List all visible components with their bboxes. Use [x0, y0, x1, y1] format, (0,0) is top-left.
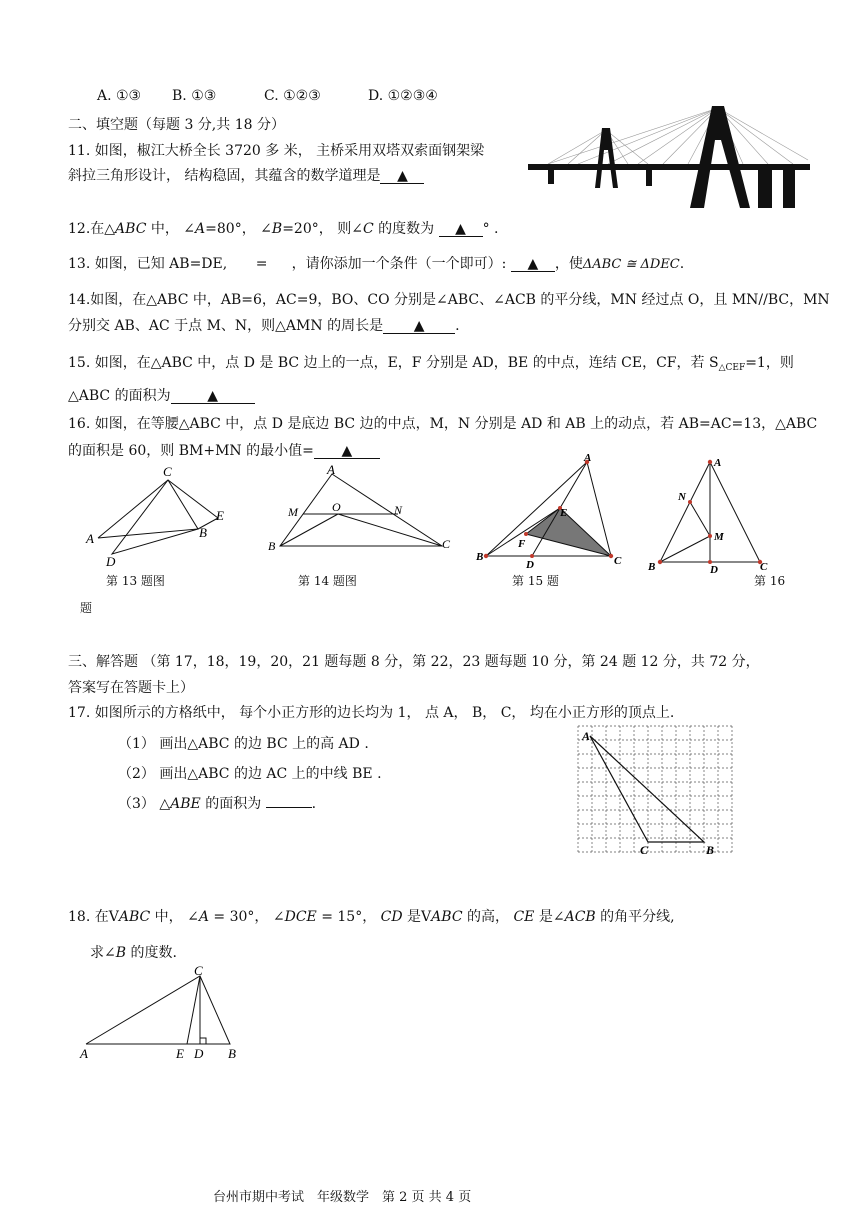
- bridge-image: [528, 100, 810, 212]
- fig16-label-b: B: [648, 561, 656, 573]
- option-b: B. ①③: [172, 88, 217, 104]
- q17-grid: [576, 724, 736, 860]
- fig13-label-d: D: [106, 554, 116, 569]
- q18-line1: 18. 在VABC 中， ∠A = 30°， ∠DCE = 15°， CD 是VABC 的高， CE 是∠ACB 的角平分线,: [68, 909, 675, 925]
- fig14-label-a: A: [327, 462, 335, 477]
- grid-label-c: C: [640, 843, 649, 857]
- fig15-label-c: C: [614, 555, 622, 567]
- option-c: C. ①②③: [264, 88, 321, 104]
- option-a: A. ①③: [97, 88, 142, 104]
- fig14-label-o: O: [332, 500, 341, 514]
- q18-label-c: C: [194, 963, 203, 978]
- caption-14: 第 14 题图: [298, 574, 357, 588]
- grid-label-b: B: [706, 843, 715, 857]
- section3-line2: 答案写在答题卡上）: [68, 680, 194, 696]
- fig15-label-b: B: [476, 551, 484, 563]
- q13: 13. 如图，已知 AB=DE, = ，请你添加一个条件（一个即可）: ▲ ，使ΔABC ≅ ΔDEC.: [68, 256, 685, 272]
- fig16-label-m: M: [714, 531, 724, 543]
- option-d: D. ①②③④: [368, 88, 438, 104]
- q18-label-a: A: [80, 1046, 88, 1061]
- fig14-label-m: M: [288, 505, 298, 519]
- fig16-label-n: N: [678, 491, 686, 503]
- q16-line2: 的面积是 60，则 BM+MN 的最小值= ▲: [68, 440, 380, 460]
- fig16-label-c: C: [760, 561, 768, 573]
- q11-line1: 11. 如图，椒江大桥全长 3720 多 米， 主桥采用双塔双索面钢架梁: [68, 143, 485, 159]
- q18-label-d: D: [194, 1046, 204, 1061]
- q17-line1: 17. 如图所示的方格纸中， 每个小正方形的边长均为 1， 点 A， B， C， 均在小正方形的顶点上.: [68, 705, 675, 721]
- section3-line1: 三、解答题 （第 17，18，19，20，21 题每题 8 分，第 22，23 题每题 10 分，第 24 题 12 分，共 72 分，: [68, 654, 760, 670]
- fig13-label-c: C: [163, 464, 172, 479]
- q14-line2: 分别交 AB、AC 于点 M、N，则△AMN 的周长是 ▲ .: [68, 318, 460, 334]
- q17-part2: （2） 画出△ABC 的边 AC 上的中线 BE .: [118, 766, 382, 782]
- caption-13: 第 13 题图: [106, 574, 165, 588]
- fig15-label-a: A: [584, 452, 592, 464]
- figure-15: [474, 452, 634, 570]
- q15-line2: △ABC 的面积为 ▲: [68, 385, 255, 405]
- caption-16: 第 16: [754, 574, 786, 588]
- q16-line1: 16. 如图，在等腰△ABC 中，点 D 是底边 BC 边的中点，M，N 分别是 AD 和 AB 上的动点，若 AB=AC=13，△ABC: [68, 416, 818, 432]
- q14-line1: 14.如图，在△ABC 中，AB=6，AC=9，BO、CO 分别是∠ABC、∠ACB 的平分线，MN 经过点 O，且 MN//BC，MN: [68, 292, 830, 308]
- fig13-label-a: A: [86, 531, 94, 546]
- figure-14: [266, 462, 456, 554]
- figure-13: [80, 462, 240, 574]
- fig13-label-e: E: [216, 508, 224, 523]
- caption-15: 第 15 题: [512, 574, 559, 588]
- q17-part3: （3） △ABE 的面积为 .: [118, 796, 317, 812]
- q18-label-e: E: [176, 1046, 184, 1061]
- fig14-label-n: N: [394, 503, 403, 517]
- fig14-label-b: B: [268, 539, 276, 553]
- fig13-label-b: B: [199, 525, 207, 540]
- q18-line2: 求∠B 的度数.: [90, 945, 177, 961]
- q11-line2: 斜拉三角形设计， 结构稳固，其蕴含的数学道理是 ▲: [68, 165, 424, 185]
- fig14-label-c: C: [442, 537, 451, 551]
- grid-label-a: A: [582, 729, 591, 743]
- fig16-label-d: D: [710, 564, 718, 574]
- q15-line1: 15. 如图，在△ABC 中，点 D 是 BC 边上的一点，E，F 分别是 AD，BE 的中点，连结 CE，CF，若 $S_{\triangle CEF}=1$，则: [68, 355, 794, 373]
- q18-label-b: B: [228, 1046, 236, 1061]
- q17-part1: （1） 画出△ABC 的边 BC 上的高 AD .: [118, 736, 369, 752]
- fig15-label-e: E: [560, 507, 568, 519]
- fig15-label-d: D: [526, 559, 534, 570]
- q18-figure: [76, 962, 256, 1062]
- fig15-label-f: F: [518, 538, 526, 550]
- caption-16-cont: 题: [80, 601, 93, 615]
- q12: 12.在△ABC 中， ∠A=80°， ∠B=20°， 则∠C 的度数为 ▲ ° .: [68, 221, 499, 237]
- page-footer: 台州市期中考试 年级数学 第 2 页 共 4 页: [213, 1190, 472, 1205]
- section2-title: 二、填空题（每题 3 分,共 18 分）: [68, 117, 285, 133]
- figure-16: [644, 450, 784, 574]
- fig16-label-a: A: [714, 457, 722, 469]
